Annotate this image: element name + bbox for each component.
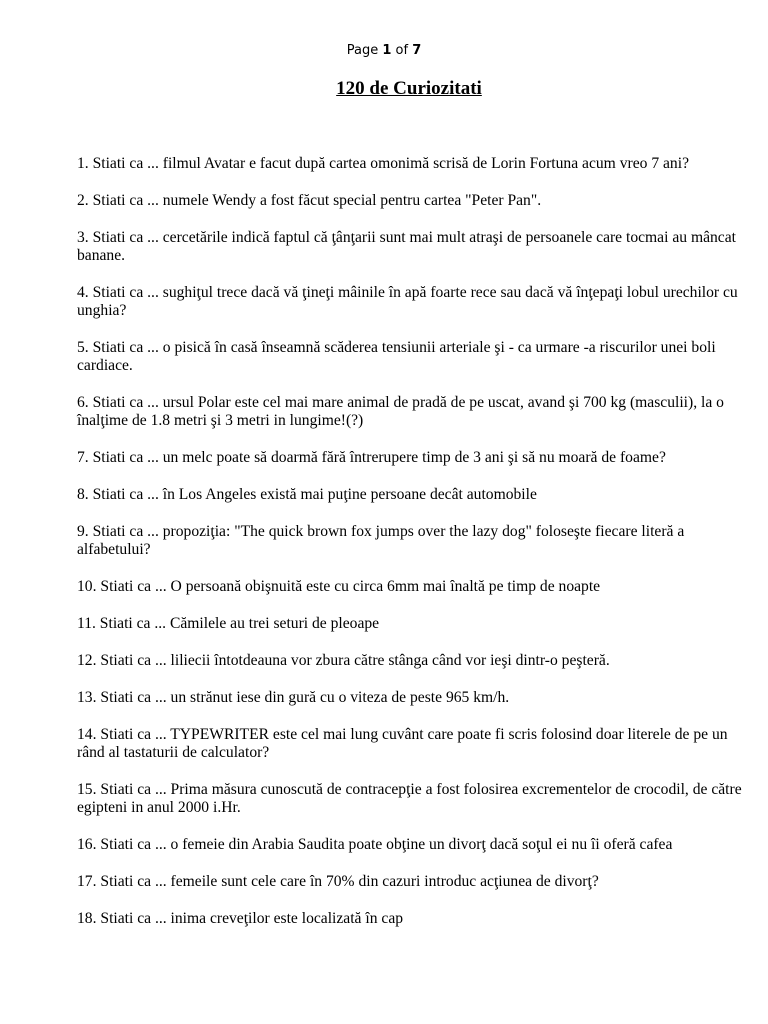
fact-item: 3. Stiati ca ... cercetările indică faptul că ţânţarii sunt mai mult atraşi de persoanele care tocmai au mâncat banane.: [77, 229, 736, 264]
total-pages-number: 7: [412, 43, 422, 58]
fact-item: 2. Stiati ca ... numele Wendy a fost făcut special pentru cartea "Peter Pan".: [77, 192, 542, 209]
fact-item: 17. Stiati ca ... femeile sunt cele care în 70% din cazuri introduc acţiunea de divorţ?: [77, 873, 599, 890]
fact-item: 5. Stiati ca ... o pisică în casă înseamnă scăderea tensiunii arteriale şi - ca urmare -a riscurilor unei boli cardiace.: [77, 339, 716, 374]
fact-item: 1. Stiati ca ... filmul Avatar e facut după cartea omonimă scrisă de Lorin Fortuna acum vreo 7 ani?: [77, 155, 689, 172]
fact-item: 13. Stiati ca ... un strănut iese din gură cu o viteza de peste 965 km/h.: [77, 689, 510, 706]
page-of-label: of: [395, 43, 409, 58]
fact-item: 7. Stiati ca ... un melc poate să doarmă fără întrerupere timp de 3 ani şi să nu moară de foame?: [77, 449, 666, 466]
page-label: Page: [346, 43, 379, 58]
page-indicator: [0, 42, 768, 60]
fact-item: 18. Stiati ca ... inima creveţilor este localizată în cap: [77, 910, 404, 927]
fact-item: 8. Stiati ca ... în Los Angeles există mai puţine persoane decât automobile: [77, 486, 537, 503]
fact-item: 16. Stiati ca ... o femeie din Arabia Saudita poate obţine un divorţ dacă soţul ei nu îi oferă cafea: [77, 836, 673, 853]
fact-item: 11. Stiati ca ... Cămilele au trei seturi de pleoape: [77, 615, 380, 632]
fact-item: 12. Stiati ca ... liliecii întotdeauna vor zbura către stânga când vor ieşi dintr-o peşteră.: [77, 652, 610, 669]
facts-list: [77, 155, 745, 947]
fact-item: 4. Stiati ca ... sughiţul trece dacă vă ţineţi mâinile în apă foarte rece sau dacă vă înţepaţi lobul urechilor cu unghia?: [77, 284, 738, 319]
fact-item: 15. Stiati ca ... Prima măsura cunoscută de contracepţie a fost folosirea excrementelor de crocodil, de către egipteni in anul 2000 i.Hr.: [77, 781, 742, 816]
current-page-number: 1: [382, 43, 392, 58]
fact-item: 14. Stiati ca ... TYPEWRITER este cel mai lung cuvânt care poate fi scris folosind doar literele de pe un rând al tastaturii de calculator?: [77, 726, 728, 761]
document-title: 120 de Curiozitati: [336, 78, 482, 99]
fact-item: 6. Stiati ca ... ursul Polar este cel mai mare animal de pradă de pe uscat, avand şi 700 kg (masculii), la o înalţime de 1.8 metri şi 3 metri in lungime!(?): [77, 394, 724, 429]
fact-item: 9. Stiati ca ... propoziţia: "The quick brown fox jumps over the lazy dog" foloseşte fiecare literă a alfabetului?: [77, 523, 685, 558]
fact-item: 10. Stiati ca ... O persoană obişnuită este cu circa 6mm mai înaltă pe timp de noapte: [77, 578, 601, 595]
